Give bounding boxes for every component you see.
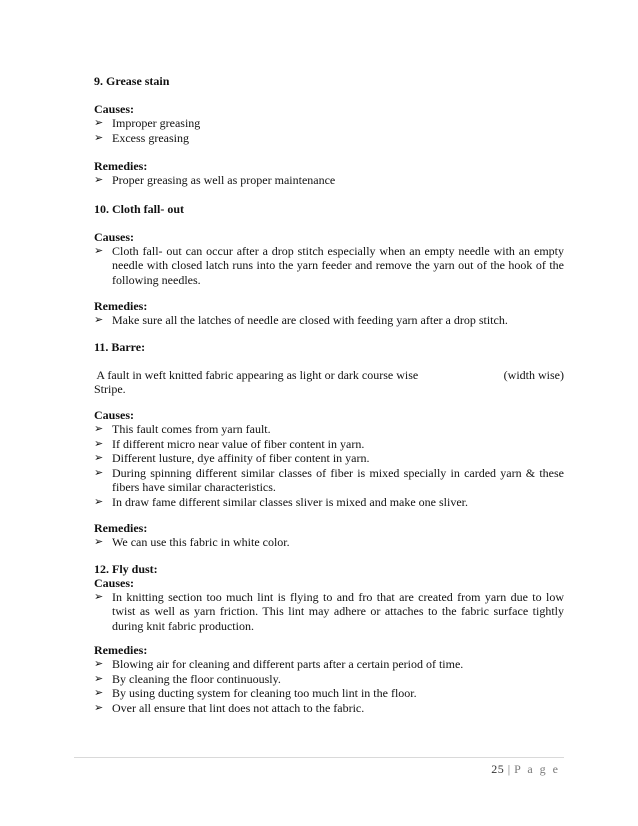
list-item — [94, 590, 564, 634]
list-item — [94, 116, 564, 131]
list-item — [94, 451, 564, 466]
causes-label: Causes: — [94, 102, 135, 116]
remedies-label: Remedies: — [94, 299, 148, 313]
list-item — [94, 495, 564, 510]
arrow-bullet-icon: ➢ — [94, 590, 104, 603]
list-item — [94, 313, 564, 328]
arrow-bullet-icon: ➢ — [94, 672, 104, 685]
arrow-bullet-icon: ➢ — [94, 701, 104, 714]
list-item — [94, 535, 564, 550]
footer-separator: | — [507, 762, 511, 776]
cause-text: If different micro near value of fiber content in yarn. — [112, 436, 365, 451]
list-item — [94, 422, 564, 437]
cause-text: Improper greasing — [112, 116, 201, 130]
barre-description-right: (width wise) — [503, 367, 564, 382]
cause-text: This fault comes from yarn fault. — [112, 422, 271, 436]
arrow-bullet-icon: ➢ — [94, 117, 104, 129]
page-number: 25 — [491, 762, 505, 776]
arrow-bullet-icon: ➢ — [94, 174, 104, 186]
cause-text: In knitting section too much lint is flying to and fro that are created from yarn due to low twist as well as yarn friction. This lint may adhere or attaches to the fabric surface tightly during knit fabric production. — [112, 589, 564, 633]
causes-label: Causes: — [94, 229, 135, 244]
arrow-bullet-icon: ➢ — [94, 244, 104, 257]
barre-description-line-2: Stripe. — [94, 382, 126, 396]
section-heading-barre: 11. Barre: — [94, 339, 146, 354]
list-item — [94, 672, 564, 687]
section-heading-cloth-fall-out: 10. Cloth fall- out — [94, 201, 184, 216]
cause-text: In draw fame different similar classes sliver is mixed and make one sliver. — [112, 494, 469, 509]
remedy-text: By using ducting system for cleaning too much lint in the floor. — [112, 686, 417, 700]
cause-text: Excess greasing — [112, 130, 189, 145]
remedy-text: By cleaning the floor continuously. — [112, 671, 281, 686]
remedy-text: We can use this fabric in white color. — [112, 535, 290, 549]
arrow-bullet-icon: ➢ — [94, 314, 104, 326]
remedy-text: Blowing air for cleaning and different parts after a certain period of time. — [112, 657, 464, 671]
remedies-label: Remedies: — [94, 643, 148, 657]
barre-description-left: A fault in weft knitted fabric appearing as light or dark course wise — [94, 367, 419, 382]
arrow-bullet-icon: ➢ — [94, 423, 104, 435]
cause-text: Different lusture, dye affinity of fiber content in yarn. — [112, 451, 370, 465]
section-heading-grease-stain: 9. Grease stain — [94, 74, 170, 88]
footer-divider — [74, 757, 564, 758]
page-label: P a g e — [514, 762, 560, 776]
list-item — [94, 657, 564, 672]
barre-description-line-1 — [94, 368, 564, 383]
arrow-bullet-icon: ➢ — [94, 536, 104, 548]
cause-text: Cloth fall- out can occur after a drop stitch especially when an empty needle with an empty needle with closed latch runs into the yarn feeder and remove the yarn out of the hook of the following needles. — [112, 243, 564, 287]
list-item — [94, 437, 564, 452]
arrow-bullet-icon: ➢ — [94, 131, 104, 144]
page-content — [94, 74, 564, 715]
section-heading-fly-dust: 12. Fly dust: — [94, 561, 158, 576]
list-item — [94, 131, 564, 146]
arrow-bullet-icon: ➢ — [94, 437, 104, 450]
arrow-bullet-icon: ➢ — [94, 452, 104, 464]
arrow-bullet-icon: ➢ — [94, 466, 104, 479]
remedy-text: Make sure all the latches of needle are closed with feeding yarn after a drop stitch. — [112, 313, 508, 327]
list-item — [94, 701, 564, 716]
remedy-text: Over all ensure that lint does not attach to the fabric. — [112, 700, 365, 715]
remedies-label: Remedies: — [94, 521, 148, 535]
causes-label: Causes: — [94, 408, 135, 422]
cause-text: During spinning different similar classes of fiber is mixed specially in carded yarn & these fibers have similar characteristics. — [112, 465, 564, 494]
page-footer — [491, 762, 560, 777]
remedy-text: Proper greasing as well as proper maintenance — [112, 173, 336, 187]
list-item — [94, 173, 564, 188]
causes-label: Causes: — [94, 575, 135, 590]
arrow-bullet-icon: ➢ — [94, 495, 104, 508]
arrow-bullet-icon: ➢ — [94, 687, 104, 699]
arrow-bullet-icon: ➢ — [94, 658, 104, 670]
list-item — [94, 466, 564, 495]
list-item — [94, 686, 564, 701]
remedies-label: Remedies: — [94, 159, 148, 173]
list-item — [94, 244, 564, 288]
